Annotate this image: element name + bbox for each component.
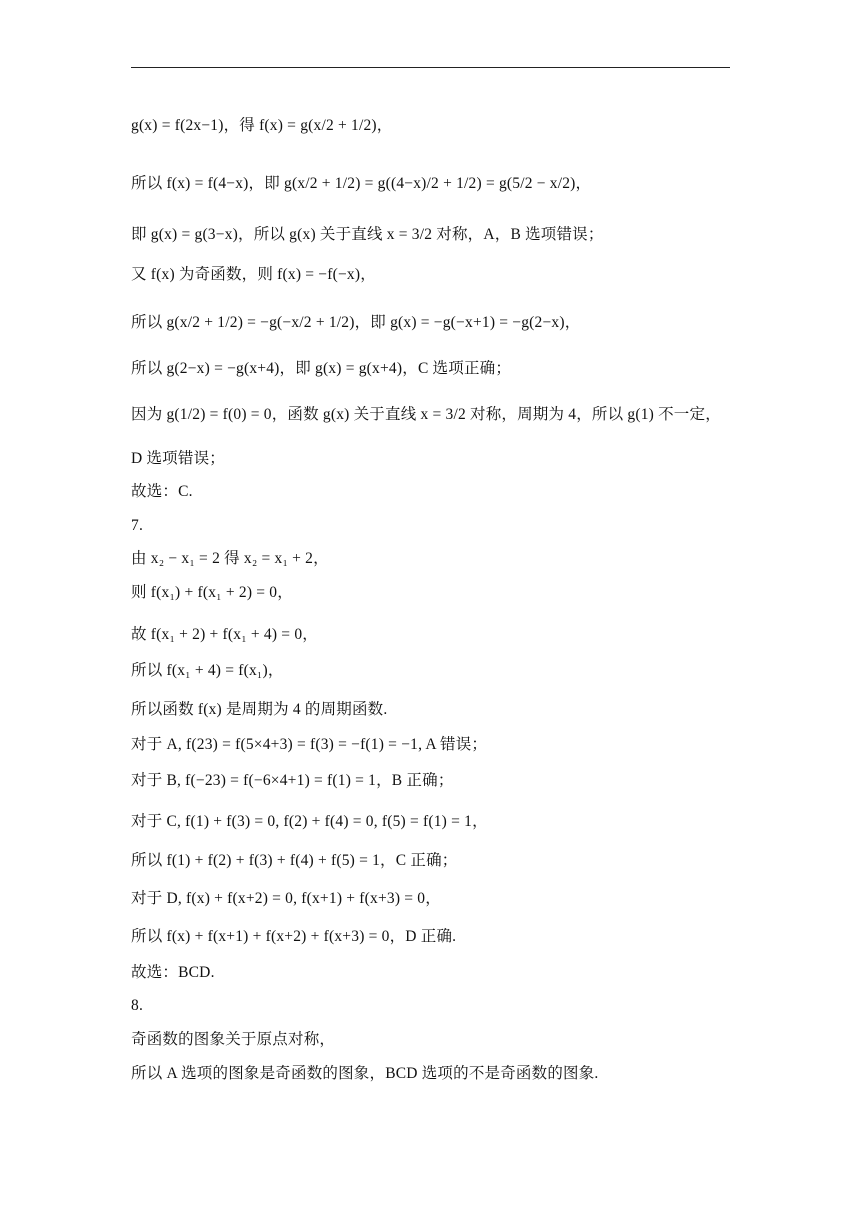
text-line: 由 x₂ − x₁ = 2 得 x₂ = x₁ + 2， bbox=[131, 550, 329, 567]
text-line: 所以 f(x) + f(x+1) + f(x+2) + f(x+3) = 0，D 正确. bbox=[131, 928, 457, 945]
question-number: 8. bbox=[131, 997, 144, 1014]
text-line: 所以函数 f(x) 是周期为 4 的周期函数. bbox=[131, 701, 388, 718]
text-line: 故选：BCD. bbox=[131, 964, 215, 981]
text-line: 对于 A, f(23) = f(5×4+3) = f(3) = −f(1) = −1, A 错误； bbox=[131, 736, 488, 753]
text-line: 又 f(x) 为奇函数，则 f(x) = −f(−x)， bbox=[131, 266, 376, 283]
text-line: D 选项错误； bbox=[131, 450, 225, 467]
text-line: 所以 A 选项的图象是奇函数的图象，BCD 选项的不是奇函数的图象. bbox=[131, 1065, 599, 1082]
text-line: 对于 C, f(1) + f(3) = 0, f(2) + f(4) = 0, f(5) = f(1) = 1， bbox=[131, 813, 488, 830]
text-line: 即 g(x) = g(3−x)，所以 g(x) 关于直线 x = 3/2 对称，A，B 选项错误； bbox=[131, 226, 604, 243]
header-rule bbox=[131, 67, 730, 68]
text-line: 所以 f(x₁ + 4) = f(x₁)， bbox=[131, 662, 284, 679]
question-number: 7. bbox=[131, 517, 144, 534]
text-line: 故选：C. bbox=[131, 483, 193, 500]
text-line: 所以 f(1) + f(2) + f(3) + f(4) + f(5) = 1，C 正确； bbox=[131, 852, 458, 869]
text-line: 则 f(x₁) + f(x₁ + 2) = 0， bbox=[131, 584, 293, 601]
text-line: 奇函数的图象关于原点对称， bbox=[131, 1031, 336, 1048]
text-line: 所以 g(x/2 + 1/2) = −g(−x/2 + 1/2)，即 g(x) = −g(−x+1) = −g(2−x)， bbox=[131, 314, 581, 331]
text-line: g(x) = f(2x−1)，得 f(x) = g(x/2 + 1/2)， bbox=[131, 117, 393, 134]
text-line: 所以 f(x) = f(4−x)，即 g(x/2 + 1/2) = g((4−x)/2 + 1/2) = g(5/2 − x/2)， bbox=[131, 175, 592, 192]
text-line: 所以 g(2−x) = −g(x+4)，即 g(x) = g(x+4)，C 选项正确； bbox=[131, 360, 512, 377]
text-line: 因为 g(1/2) = f(0) = 0，函数 g(x) 关于直线 x = 3/2 对称，周期为 4，所以 g(1) 不一定， bbox=[131, 406, 721, 423]
text-line: 对于 D, f(x) + f(x+2) = 0, f(x+1) + f(x+3) = 0， bbox=[131, 890, 441, 907]
text-line: 对于 B, f(−23) = f(−6×4+1) = f(1) = 1，B 正确； bbox=[131, 772, 454, 789]
text-line: 故 f(x₁ + 2) + f(x₁ + 4) = 0， bbox=[131, 626, 318, 643]
